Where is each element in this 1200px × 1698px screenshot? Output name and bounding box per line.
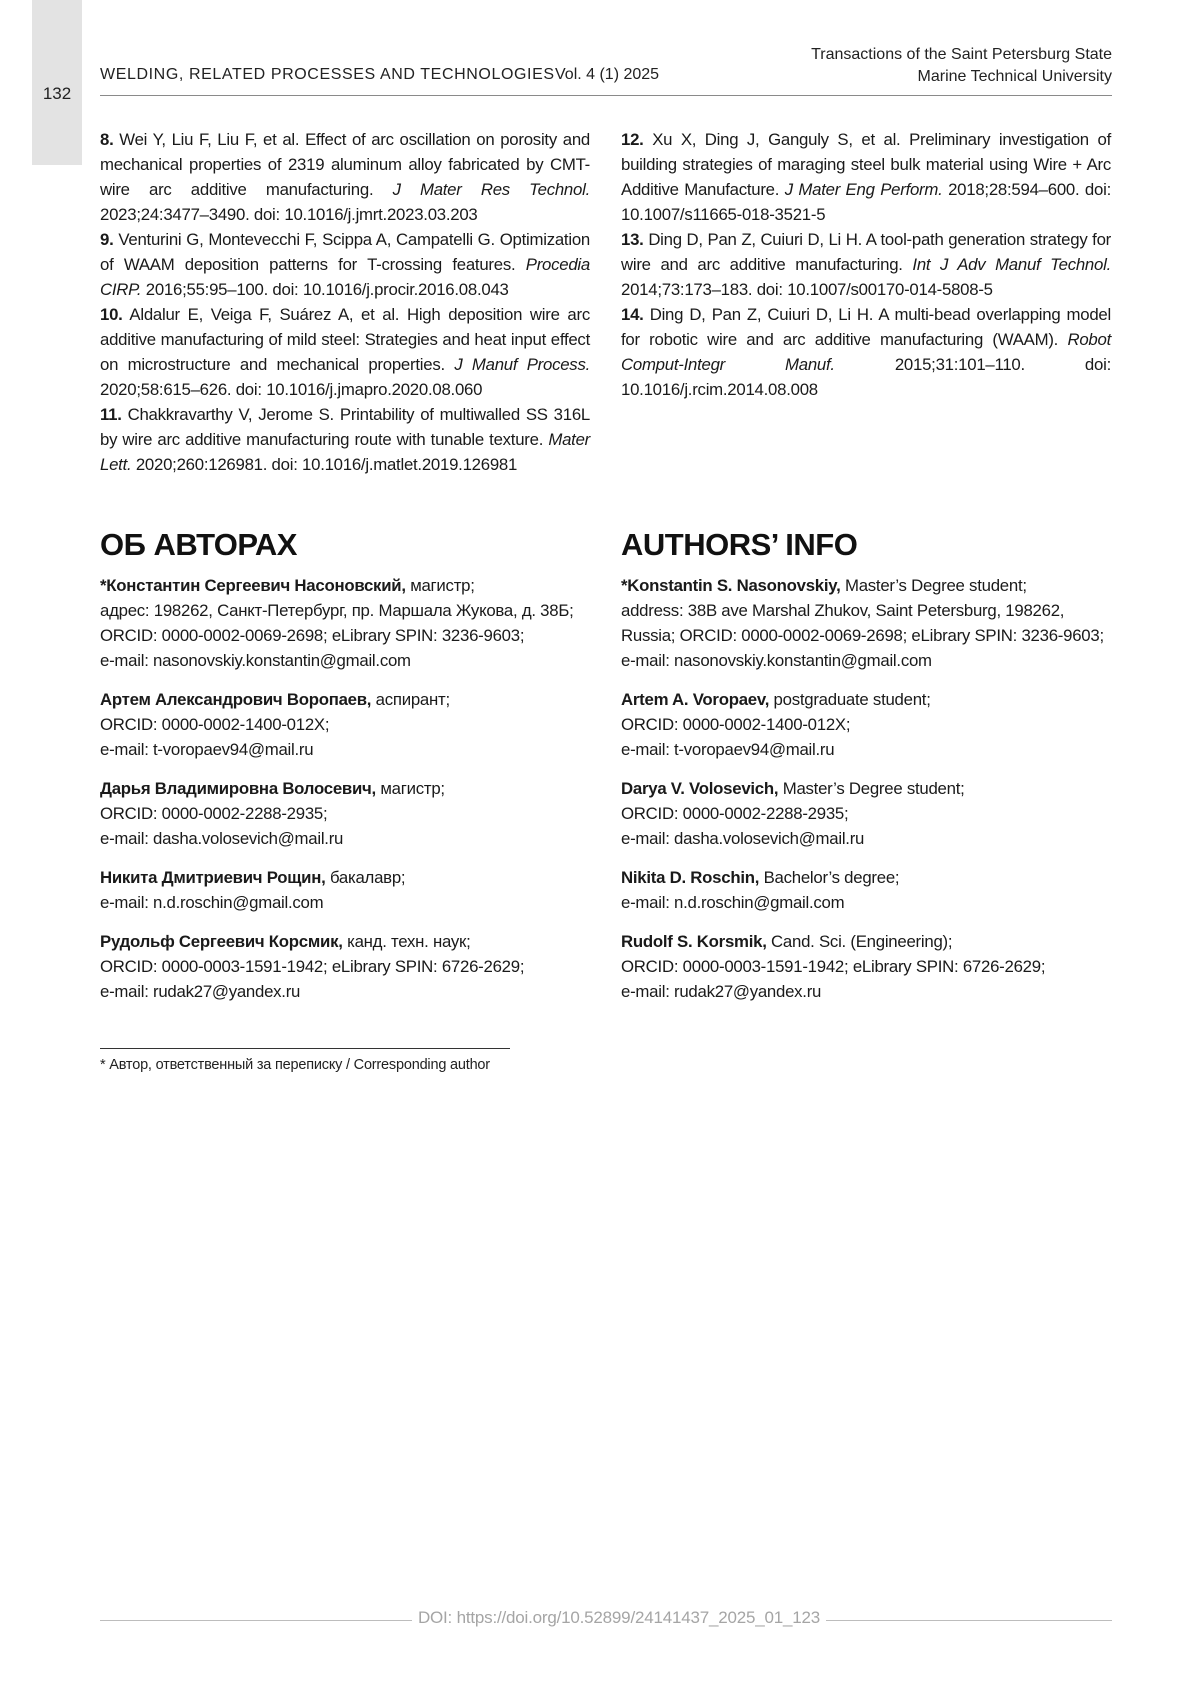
author-name: Никита Дмитриевич Рощин,	[100, 868, 326, 887]
author-name: Рудольф Сергеевич Корсмик,	[100, 932, 343, 951]
author-entry	[100, 687, 590, 762]
author-email: e-mail: dasha.volosevich@mail.ru	[621, 829, 865, 848]
header-journal-line: Transactions of the Saint Petersburg State	[811, 46, 1112, 63]
reference-details: 2023;24:3477–3490. doi: 10.1016/j.jmrt.2023.03.203	[100, 205, 478, 224]
author-detail-line: ORCID: 0000-0002-0069-2698; eLibrary SPIN: 3236-9603;	[100, 626, 525, 645]
reference-item	[621, 227, 1111, 302]
author-name: *Konstantin S. Nasonovskiy,	[621, 576, 841, 595]
reference-item	[100, 227, 590, 302]
running-header	[100, 44, 1112, 96]
references-right-column	[621, 127, 1111, 402]
author-detail-line: ORCID: 0000-0002-1400-012X;	[100, 715, 330, 734]
author-detail-line: Russia; ORCID: 0000-0002-0069-2698; eLibrary SPIN: 3236-9603;	[621, 626, 1104, 645]
author-role: postgraduate student;	[773, 690, 931, 709]
author-detail-line: адрес: 198262, Санкт-Петербург, пр. Маршала Жукова, д. 38Б;	[100, 601, 574, 620]
author-name: Darya V. Volosevich,	[621, 779, 779, 798]
footnote-divider	[100, 1048, 510, 1049]
author-entry	[100, 865, 590, 915]
author-email: e-mail: rudak27@yandex.ru	[100, 982, 301, 1001]
header-volume: Vol. 4 (1) 2025	[555, 66, 660, 83]
reference-details: 2015;31:101–110. doi: 10.1016/j.rcim.2014.08.008	[621, 355, 1111, 399]
authors-ru-list	[100, 573, 590, 1018]
author-name: *Константин Сергеевич Насоновский,	[100, 576, 406, 595]
author-email: e-mail: rudak27@yandex.ru	[621, 982, 822, 1001]
reference-item	[621, 127, 1111, 227]
author-role: Master’s Degree student;	[782, 779, 965, 798]
reference-number: 9.	[100, 230, 114, 249]
reference-number: 12.	[621, 130, 644, 149]
author-role: Cand. Sci. (Engineering);	[771, 932, 953, 951]
author-entry	[100, 929, 590, 1004]
reference-number: 11.	[100, 405, 122, 424]
author-detail-line: ORCID: 0000-0002-1400-012X;	[621, 715, 851, 734]
author-detail-line: ORCID: 0000-0002-2288-2935;	[621, 804, 849, 823]
corresponding-author-footnote: * Автор, ответственный за переписку / Corresponding author	[100, 1057, 490, 1073]
author-email: e-mail: nasonovskiy.konstantin@gmail.com	[621, 651, 932, 670]
reference-details: 2018;28:594–600. doi: 10.1007/s11665-018-3521-5	[621, 180, 1111, 224]
author-entry	[621, 687, 1111, 762]
authors-ru-heading: ОБ АВТОРАХ	[100, 527, 297, 562]
reference-details: 2020;260:126981. doi: 10.1016/j.matlet.2019.126981	[135, 455, 518, 474]
reference-text: Chakkravarthy V, Jerome S. Printability of multiwalled SS 316L by wire arc additive manufacturing route with tunable texture.	[100, 405, 590, 449]
author-name: Artem A. Voropaev,	[621, 690, 770, 709]
page-side-tab	[32, 0, 82, 165]
reference-number: 13.	[621, 230, 644, 249]
reference-number: 8.	[100, 130, 114, 149]
author-role: бакалавр;	[329, 868, 406, 887]
reference-journal: Procedia CIRP.	[100, 255, 590, 299]
author-role: Bachelor’s degree;	[763, 868, 900, 887]
author-email: e-mail: t-voropaev94@mail.ru	[621, 740, 835, 759]
author-detail-line: ORCID: 0000-0003-1591-1942; eLibrary SPIN: 6726-2629;	[100, 957, 525, 976]
reference-text: Aldalur E, Veiga F, Suárez A, et al. High deposition wire arc additive manufacturing of mild steel: Strategies and heat input effect on microstructure and mechanical properties.	[100, 305, 590, 374]
reference-details: 2020;58:615–626. doi: 10.1016/j.jmapro.2020.08.060	[100, 380, 483, 399]
reference-journal: Robot Comput-Integr Manuf.	[621, 330, 1111, 374]
page-number: 132	[42, 84, 72, 103]
authors-en-list	[621, 573, 1111, 1018]
reference-text: Xu X, Ding J, Ganguly S, et al. Preliminary investigation of building strategies of maraging steel bulk material using Wire + Arc Additive Manufacture.	[621, 130, 1111, 199]
author-entry	[621, 573, 1111, 673]
header-journal-name	[732, 44, 1112, 88]
header-section-title: WELDING, RELATED PROCESSES AND TECHNOLOGIES	[100, 66, 555, 83]
author-name: Nikita D. Roschin,	[621, 868, 760, 887]
author-detail-line: address: 38B ave Marshal Zhukov, Saint Petersburg, 198262,	[621, 601, 1065, 620]
reference-text: Venturini G, Montevecchi F, Scippa A, Campatelli G. Optimization of WAAM deposition patterns for T-crossing features.	[100, 230, 590, 274]
reference-text: Ding D, Pan Z, Cuiuri D, Li H. A multi-bead overlapping model for robotic wire and arc additive manufacturing (WAAM).	[621, 305, 1111, 349]
doi-divider-right	[826, 1620, 1112, 1621]
author-role: Master’s Degree student;	[844, 576, 1027, 595]
author-email: e-mail: n.d.roschin@gmail.com	[621, 893, 845, 912]
authors-en-heading: AUTHORS’ INFO	[621, 527, 858, 562]
author-role: магистр;	[380, 779, 445, 798]
doi-divider-left	[100, 1620, 412, 1621]
author-role: аспирант;	[375, 690, 450, 709]
author-email: e-mail: nasonovskiy.konstantin@gmail.com	[100, 651, 411, 670]
author-name: Артем Александрович Воропаев,	[100, 690, 372, 709]
reference-number: 14.	[621, 305, 644, 324]
reference-journal: Mater Lett.	[100, 430, 590, 474]
author-email: e-mail: t-voropaev94@mail.ru	[100, 740, 314, 759]
author-entry	[100, 573, 590, 673]
reference-number: 10.	[100, 305, 123, 324]
reference-item	[100, 402, 590, 477]
reference-item	[621, 302, 1111, 402]
doi-footer: DOI: https://doi.org/10.52899/24141437_2025_01_123	[417, 1608, 821, 1627]
author-name: Дарья Владимировна Волосевич,	[100, 779, 376, 798]
author-name: Rudolf S. Korsmik,	[621, 932, 767, 951]
reference-item	[100, 127, 590, 227]
header-journal-line: Marine Technical University	[917, 68, 1112, 85]
reference-journal: Int J Adv Manuf Technol.	[912, 255, 1111, 274]
reference-journal: J Mater Eng Perform.	[784, 180, 943, 199]
author-detail-line: ORCID: 0000-0003-1591-1942; eLibrary SPIN: 6726-2629;	[621, 957, 1046, 976]
reference-item	[100, 302, 590, 402]
author-detail-line: ORCID: 0000-0002-2288-2935;	[100, 804, 328, 823]
reference-text: Wei Y, Liu F, Liu F, et al. Effect of arc oscillation on porosity and mechanical properties of 2319 aluminum alloy fabricated by CMT-wire arc additive manufacturing.	[100, 130, 590, 199]
author-role: магистр;	[410, 576, 475, 595]
reference-journal: J Mater Res Technol.	[392, 180, 590, 199]
reference-details: 2014;73:173–183. doi: 10.1007/s00170-014-5808-5	[621, 280, 993, 299]
reference-details: 2016;55:95–100. doi: 10.1016/j.procir.2016.08.043	[145, 280, 509, 299]
author-entry	[621, 776, 1111, 851]
reference-journal: J Manuf Process.	[454, 355, 590, 374]
author-entry	[621, 865, 1111, 915]
author-email: e-mail: n.d.roschin@gmail.com	[100, 893, 324, 912]
author-role: канд. техн. наук;	[347, 932, 471, 951]
author-entry	[100, 776, 590, 851]
author-entry	[621, 929, 1111, 1004]
author-email: e-mail: dasha.volosevich@mail.ru	[100, 829, 344, 848]
reference-text: Ding D, Pan Z, Cuiuri D, Li H. A tool-path generation strategy for wire and arc additive manufacturing.	[621, 230, 1112, 274]
references-left-column	[100, 127, 590, 477]
